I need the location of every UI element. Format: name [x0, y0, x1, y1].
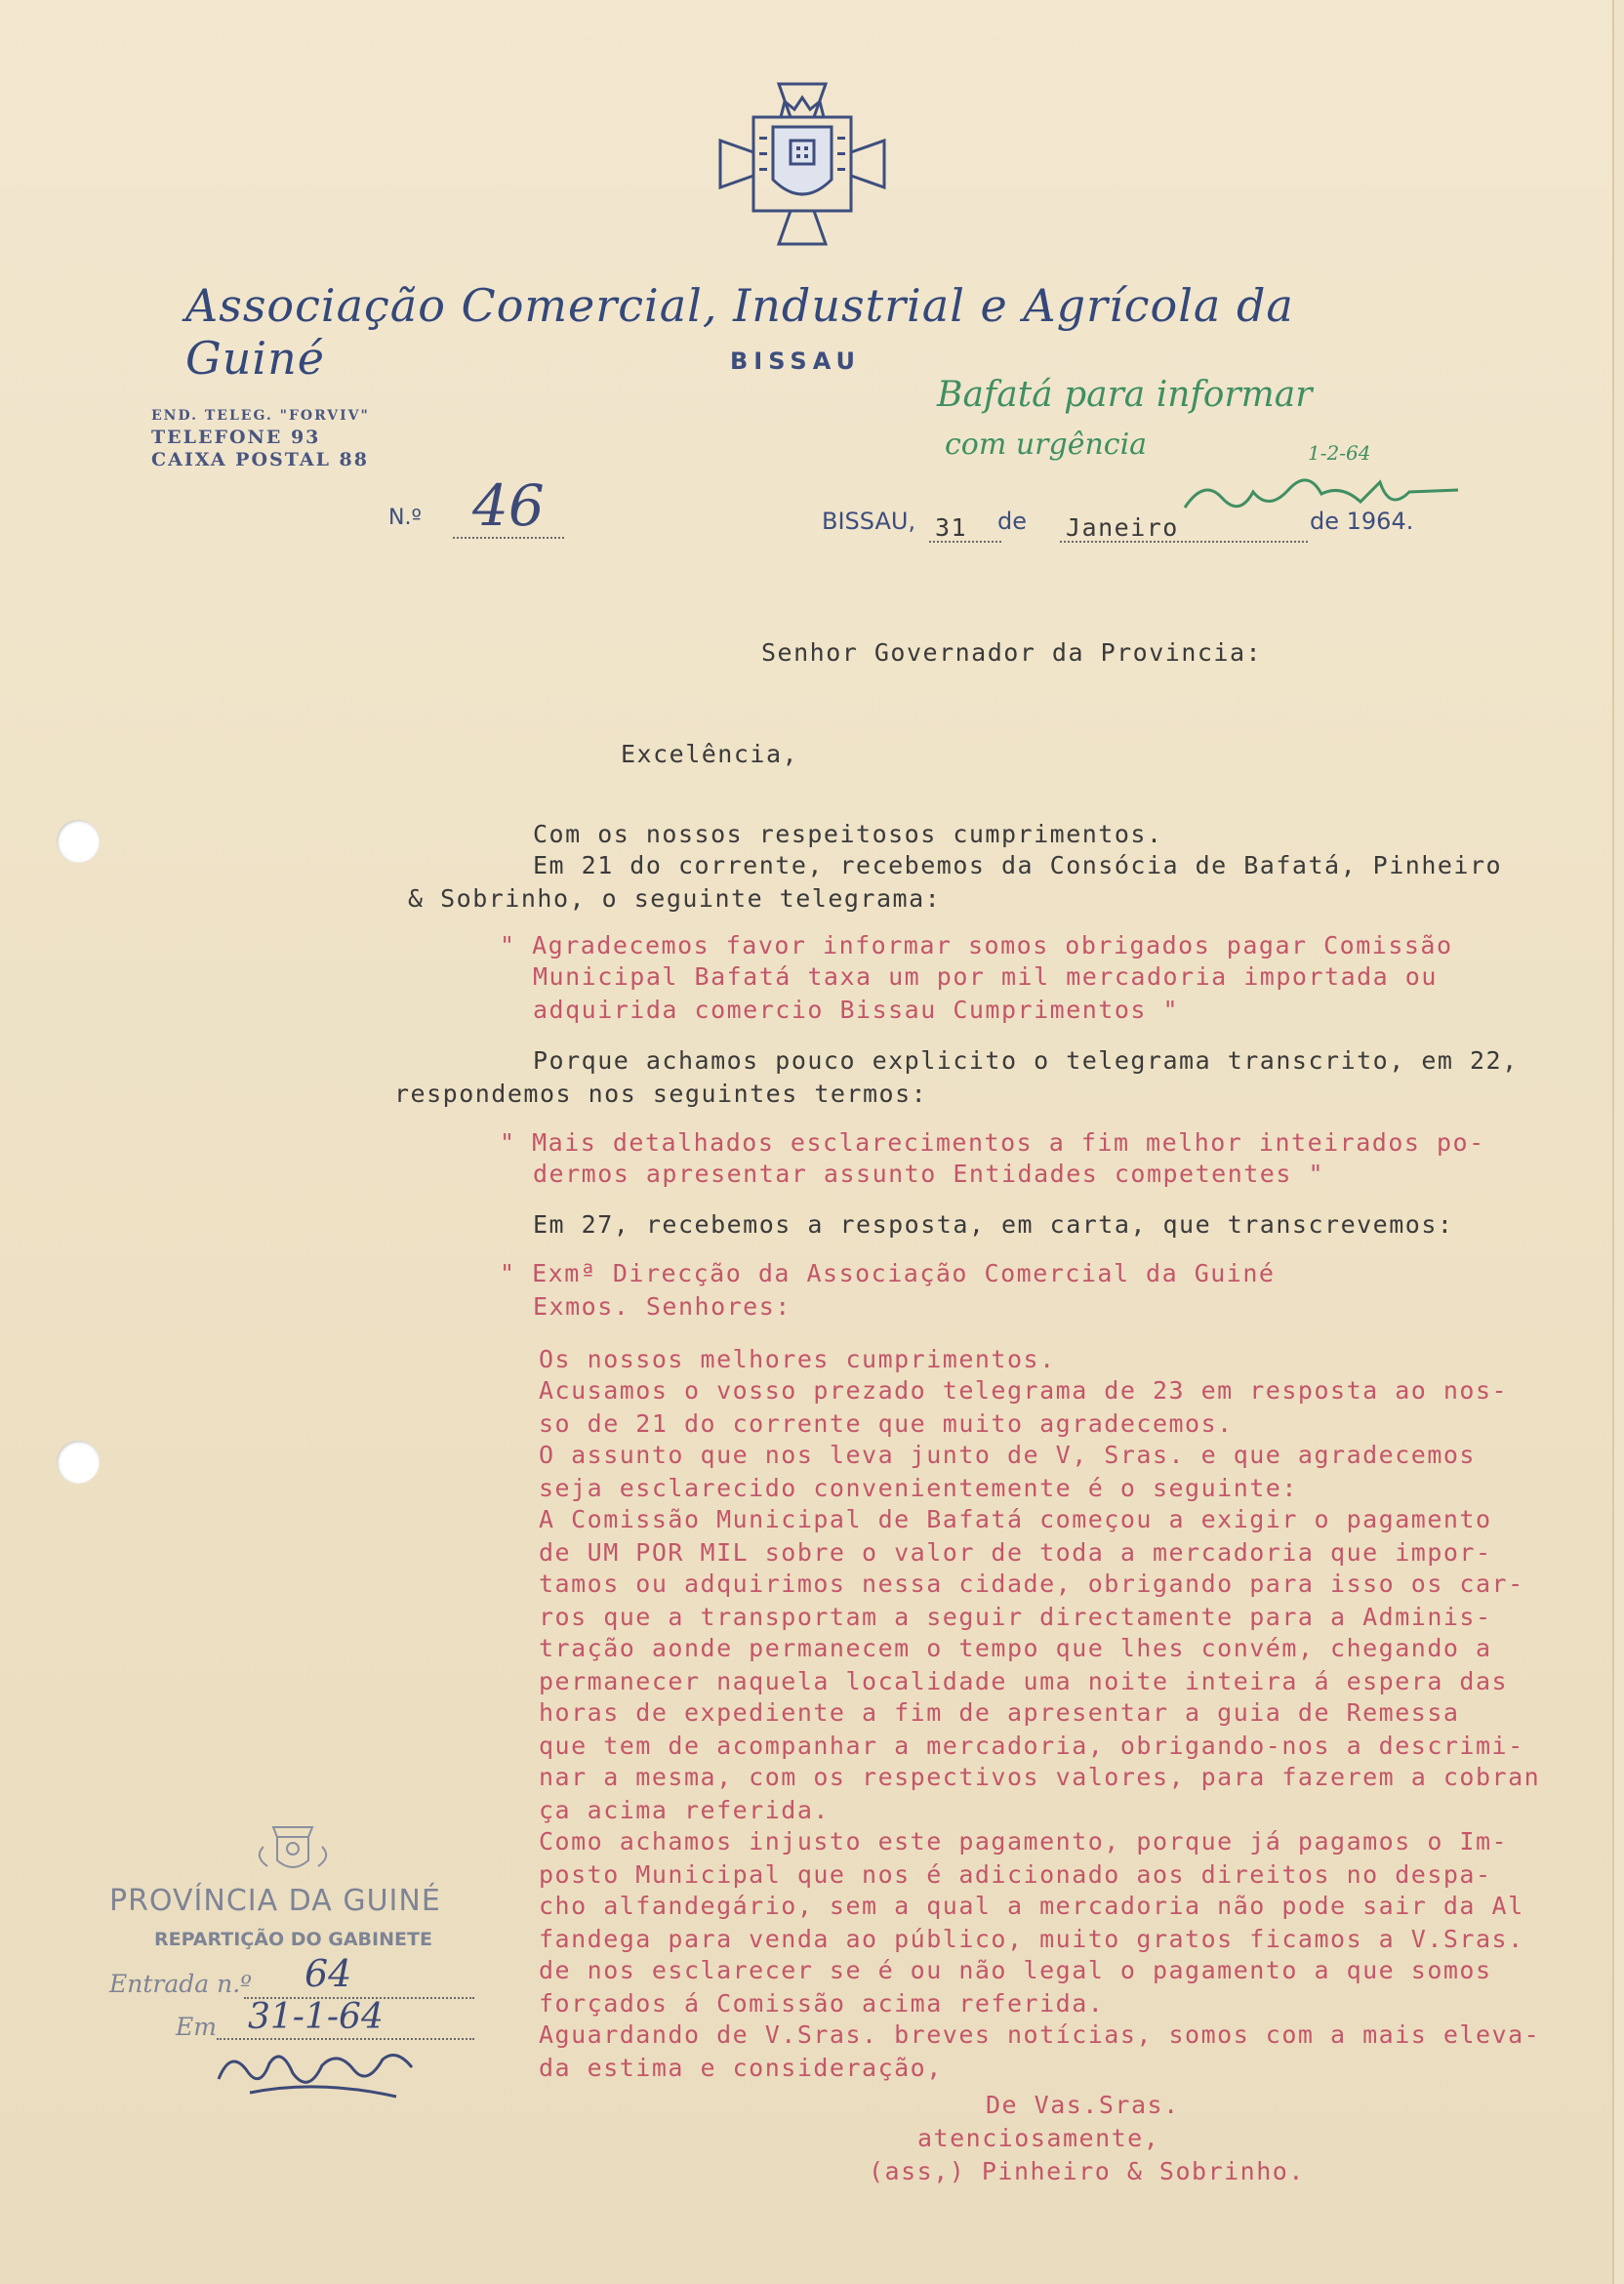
- telegraphic-address: END. TELEG. "FORVIV": [151, 408, 370, 424]
- body-line: respondemos nos seguintes termos:: [394, 1080, 928, 1108]
- date-year: de 1964.: [1310, 508, 1414, 535]
- letter-quote-line: ros que a transportam a seguir directamente para a Adminis-: [539, 1603, 1492, 1631]
- stamp-date-value: 31-1-64: [248, 1997, 384, 2037]
- date-de-label: de: [997, 508, 1027, 535]
- letter-quote-line: horas de expediente a fim de apresentar a guia de Remessa: [539, 1698, 1460, 1727]
- letter-quote-line: de nos esclarecer se é ou não legal o pagamento a que somos: [539, 1956, 1492, 1984]
- letter-quote-line: so de 21 do corrente que muito agradecemos.: [539, 1409, 1234, 1438]
- letter-quote-line: cho alfandegário, sem a qual a mercadoria não pode sair da Al: [539, 1892, 1524, 1920]
- letter-quote-line: permanecer naquela localidade uma noite inteira á espera das: [539, 1667, 1509, 1695]
- body-line: Em 21 do corrente, recebemos da Consócia de Bafatá, Pinheiro: [533, 851, 1503, 879]
- telegram-quote-line: Municipal Bafatá taxa um por mil mercadoria importada ou: [533, 962, 1438, 991]
- reply-quote-line: " Mais detalhados esclarecimentos a fim melhor inteirados po-: [500, 1128, 1485, 1157]
- letter-quote-line: ça acima referida.: [539, 1796, 830, 1824]
- letter-quote-line: A Comissão Municipal de Bafatá começou a exigir o pagamento: [539, 1505, 1492, 1533]
- addressee: Senhor Governador da Provincia:: [761, 638, 1263, 667]
- letter-quote-header-line: " Exmª Direcção da Associação Comercial da Guiné: [500, 1259, 1276, 1287]
- letter-quote-line: tração aonde permanecem o tempo que lhes convém, chegando a: [539, 1634, 1492, 1662]
- body-line: Com os nossos respeitosos cumprimentos.: [533, 820, 1163, 848]
- date-day: 31: [935, 513, 968, 542]
- letter-quote-header-line: Exmos. Senhores:: [533, 1292, 792, 1321]
- body-line: & Sobrinho, o seguinte telegrama:: [408, 884, 942, 913]
- punch-hole: [57, 1441, 100, 1484]
- stamp-entry-number: 64: [304, 1952, 352, 1995]
- telephone: TELEFONE 93: [151, 427, 321, 448]
- reference-number: 46: [472, 472, 545, 539]
- place-label: BISSAU,: [822, 508, 916, 535]
- letter-quote-line: forçados á Comissão acima referida.: [539, 1989, 1105, 2018]
- letter-quote-line: posto Municipal que nos é adicionado aos direitos no despa-: [539, 1860, 1492, 1889]
- letter-quote-line: da estima e consideração,: [539, 2054, 943, 2082]
- stamp-signature-icon: [211, 2040, 426, 2108]
- letter-quote-line: Acusamos o vosso prezado telegrama de 23 em resposta ao nos-: [539, 1376, 1509, 1405]
- letter-quote-line: tamos ou adquirimos nessa cidade, obrigando para isso os car-: [539, 1570, 1524, 1598]
- body-line: Porque achamos pouco explicito o telegrama transcrito, em 22,: [533, 1046, 1519, 1075]
- body-line: Em 27, recebemos a resposta, em carta, que transcrevemos:: [533, 1210, 1454, 1239]
- closing-line: (ass,) Pinheiro & Sobrinho.: [869, 2157, 1305, 2185]
- letter-quote-line: Como achamos injusto este pagamento, porque já pagamos o Im-: [539, 1827, 1509, 1856]
- letter-quote-line: Aguardando de V.Sras. breves notícias, somos com a mais eleva-: [539, 2020, 1541, 2049]
- telegram-quote-line: " Agradecemos favor informar somos obrigados pagar Comissão: [500, 931, 1453, 959]
- letter-quote-line: fandega para venda ao público, muito gratos ficamos a V.Sras.: [539, 1925, 1524, 1953]
- date-month: Janeiro: [1066, 513, 1179, 542]
- stamp-subtitle: REPARTIÇÃO DO GABINETE: [154, 1929, 432, 1950]
- number-label: N.º: [388, 506, 422, 530]
- po-box: CAIXA POSTAL 88: [151, 449, 369, 470]
- crest-logo-icon: [716, 78, 888, 250]
- initials-signature-icon: [1175, 472, 1468, 521]
- day-dotted-line: [929, 541, 1001, 543]
- stamp-date-label: Em: [176, 2013, 217, 2041]
- stamp-title: PROVÍNCIA DA GUINÉ: [109, 1884, 441, 1918]
- letter-quote-line: nar a mesma, com os respectivos valores, para fazerem a cobran: [539, 1763, 1541, 1791]
- closing-line: De Vas.Sras.: [986, 2091, 1180, 2119]
- handwritten-note-line2: com urgência: [945, 428, 1148, 462]
- salutation: Excelência,: [621, 740, 799, 768]
- organization-name: Associação Comercial, Industrial e Agrícola da Guiné: [185, 279, 1294, 385]
- letter-quote-line: que tem de acompanhar a mercadoria, obrigando-nos a descrimi-: [539, 1732, 1524, 1760]
- letter-quote-line: seja esclarecido convenientemente é o seguinte:: [539, 1474, 1298, 1502]
- letterhead-city: BISSAU: [730, 347, 862, 375]
- reply-quote-line: dermos apresentar assunto Entidades competentes ": [533, 1160, 1325, 1188]
- month-dotted-line: [1060, 541, 1308, 543]
- punch-hole: [57, 820, 100, 863]
- handwritten-note-line1: Bafatá para informar: [937, 375, 1313, 415]
- letter-quote-line: Os nossos melhores cumprimentos.: [539, 1345, 1056, 1373]
- closing-line: atenciosamente,: [917, 2124, 1160, 2152]
- letter-quote-line: de UM POR MIL sobre o valor de toda a mercadoria que impor-: [539, 1538, 1492, 1567]
- letter-quote-line: O assunto que nos leva junto de V, Sras. e que agradecemos: [539, 1441, 1476, 1469]
- handwritten-note-date: 1-2-64: [1308, 441, 1371, 465]
- stamp-crest-icon: [244, 1817, 342, 1878]
- stamp-entry-label: Entrada n.º: [109, 1970, 252, 1998]
- telegram-quote-line: adquirida comercio Bissau Cumprimentos ": [533, 996, 1180, 1024]
